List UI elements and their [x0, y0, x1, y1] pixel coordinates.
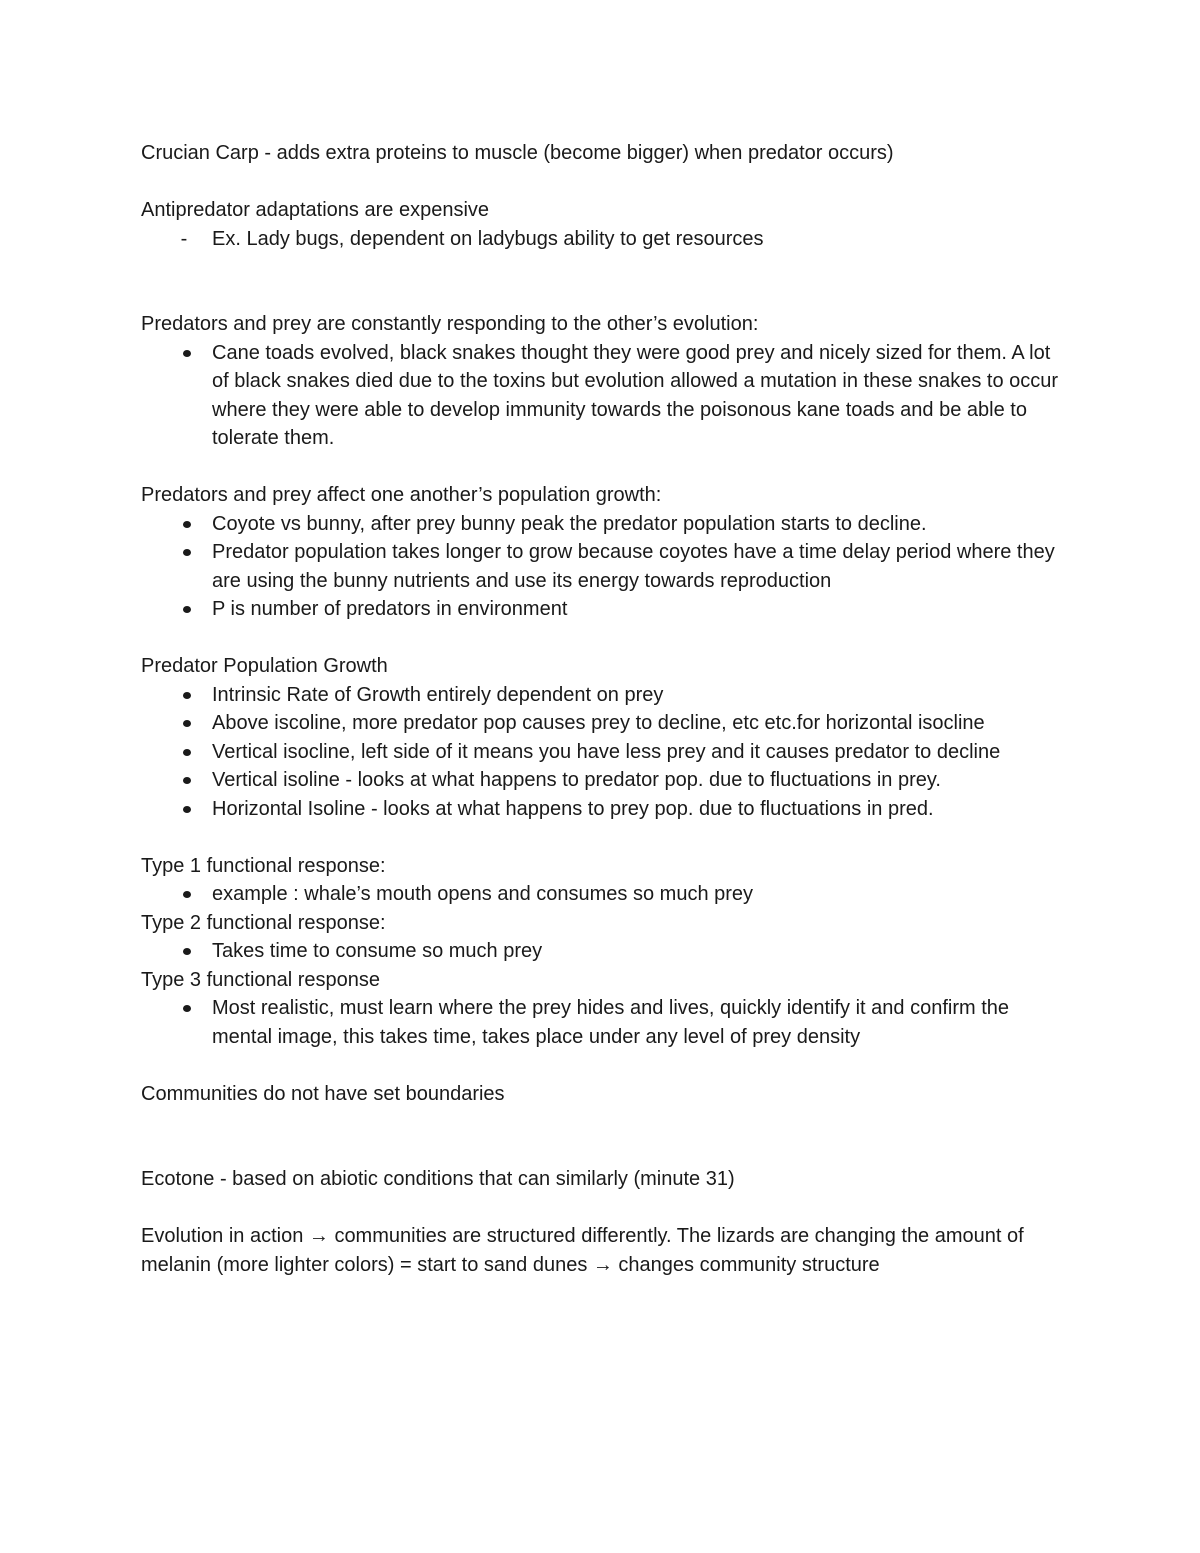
- spacer: [141, 168, 1071, 197]
- type3-heading: Type 3 functional response: [141, 968, 381, 991]
- list-item: [141, 937, 1071, 966]
- antipredator-heading: Antipredator adaptations are expensive: [141, 199, 490, 221]
- list-item: [141, 538, 1071, 595]
- type1-heading: Type 1 functional response:: [141, 854, 386, 877]
- list-item: [141, 681, 1071, 710]
- list-item-text: Intrinsic Rate of Growth entirely dependent on prey: [212, 683, 664, 706]
- type2-heading: Type 2 functional response:: [141, 911, 386, 934]
- crucian-carp-note: Crucian Carp - adds extra proteins to muscle (become bigger) when predator occurs): [141, 142, 894, 164]
- list-item-text: Coyote vs bunny, after prey bunny peak the predator population starts to decline.: [212, 512, 927, 535]
- type1-list: [141, 880, 1071, 909]
- communities-note: Communities do not have set boundaries: [141, 1082, 505, 1105]
- list-item-text: P is number of predators in environment: [212, 598, 568, 620]
- dash-marker: -: [180, 227, 188, 250]
- list-item-text: Most realistic, must learn where the prey hides and lives, quickly identify it and confirm the mental image, this takes time, takes place under any level of prey density: [212, 997, 1010, 1048]
- spacer: [141, 1194, 1071, 1223]
- list-item-text: Horizontal Isoline - looks at what happens to prey pop. due to fluctuations in pred.: [212, 797, 934, 820]
- coevolution-list: [141, 339, 1071, 453]
- list-item-text: Takes time to consume so much prey: [212, 940, 543, 962]
- list-item: [141, 595, 1071, 624]
- list-item-text: Ex. Lady bugs, dependent on ladybugs ability to get resources: [212, 227, 764, 250]
- list-item: [141, 339, 1071, 453]
- spacer: [141, 1108, 1071, 1165]
- antipredator-list: [141, 225, 1071, 254]
- coevolution-heading: Predators and prey are constantly responding to the other’s evolution:: [141, 313, 759, 335]
- list-item: [141, 709, 1071, 738]
- document-page: [141, 139, 1071, 1279]
- spacer: [141, 453, 1071, 482]
- list-item: [141, 510, 1071, 539]
- spacer: [141, 624, 1071, 653]
- list-item-text: Vertical isocline, left side of it means you have less prey and it causes predator to decline: [212, 740, 1001, 763]
- population-growth-heading: Predators and prey affect one another’s population growth:: [141, 484, 662, 506]
- list-item: [141, 738, 1071, 767]
- predator-population-heading: Predator Population Growth: [141, 655, 388, 677]
- population-growth-list: [141, 510, 1071, 624]
- list-item-text: Vertical isoline - looks at what happens to predator pop. due to fluctuations in prey.: [212, 769, 941, 791]
- list-item: [141, 880, 1071, 909]
- ecotone-note: Ecotone - based on abiotic conditions that can similarly (minute 31): [141, 1168, 735, 1190]
- predator-population-list: [141, 681, 1071, 824]
- spacer: [141, 253, 1071, 310]
- list-item: [141, 795, 1071, 824]
- type2-list: [141, 937, 1071, 966]
- spacer: [141, 1051, 1071, 1080]
- evolution-in-action-note: Evolution in action → communities are structured differently. The lizards are changing the amount of melanin (more lighter colors) = start to sand dunes → changes community structure: [141, 1225, 1024, 1276]
- list-item-text: example : whale’s mouth opens and consumes so much prey: [212, 883, 754, 905]
- spacer: [141, 823, 1071, 852]
- list-item: [141, 766, 1071, 795]
- type3-list: [141, 994, 1071, 1051]
- list-item-text: Above iscoline, more predator pop causes prey to decline, etc etc.for horizontal isocline: [212, 712, 985, 734]
- list-item-text: Predator population takes longer to grow because coyotes have a time delay period where they are using the bunny nutrients and use its energy towards reproduction: [212, 541, 1055, 592]
- list-item-text: Cane toads evolved, black snakes thought they were good prey and nicely sized for them. A lot of black snakes died due to the toxins but evolution allowed a mutation in these snakes to occur where they were able to develop immunity towards the poisonous kane toads and be able to tolerate them.: [212, 341, 1059, 449]
- list-item: [141, 225, 1071, 254]
- list-item: [141, 994, 1071, 1051]
